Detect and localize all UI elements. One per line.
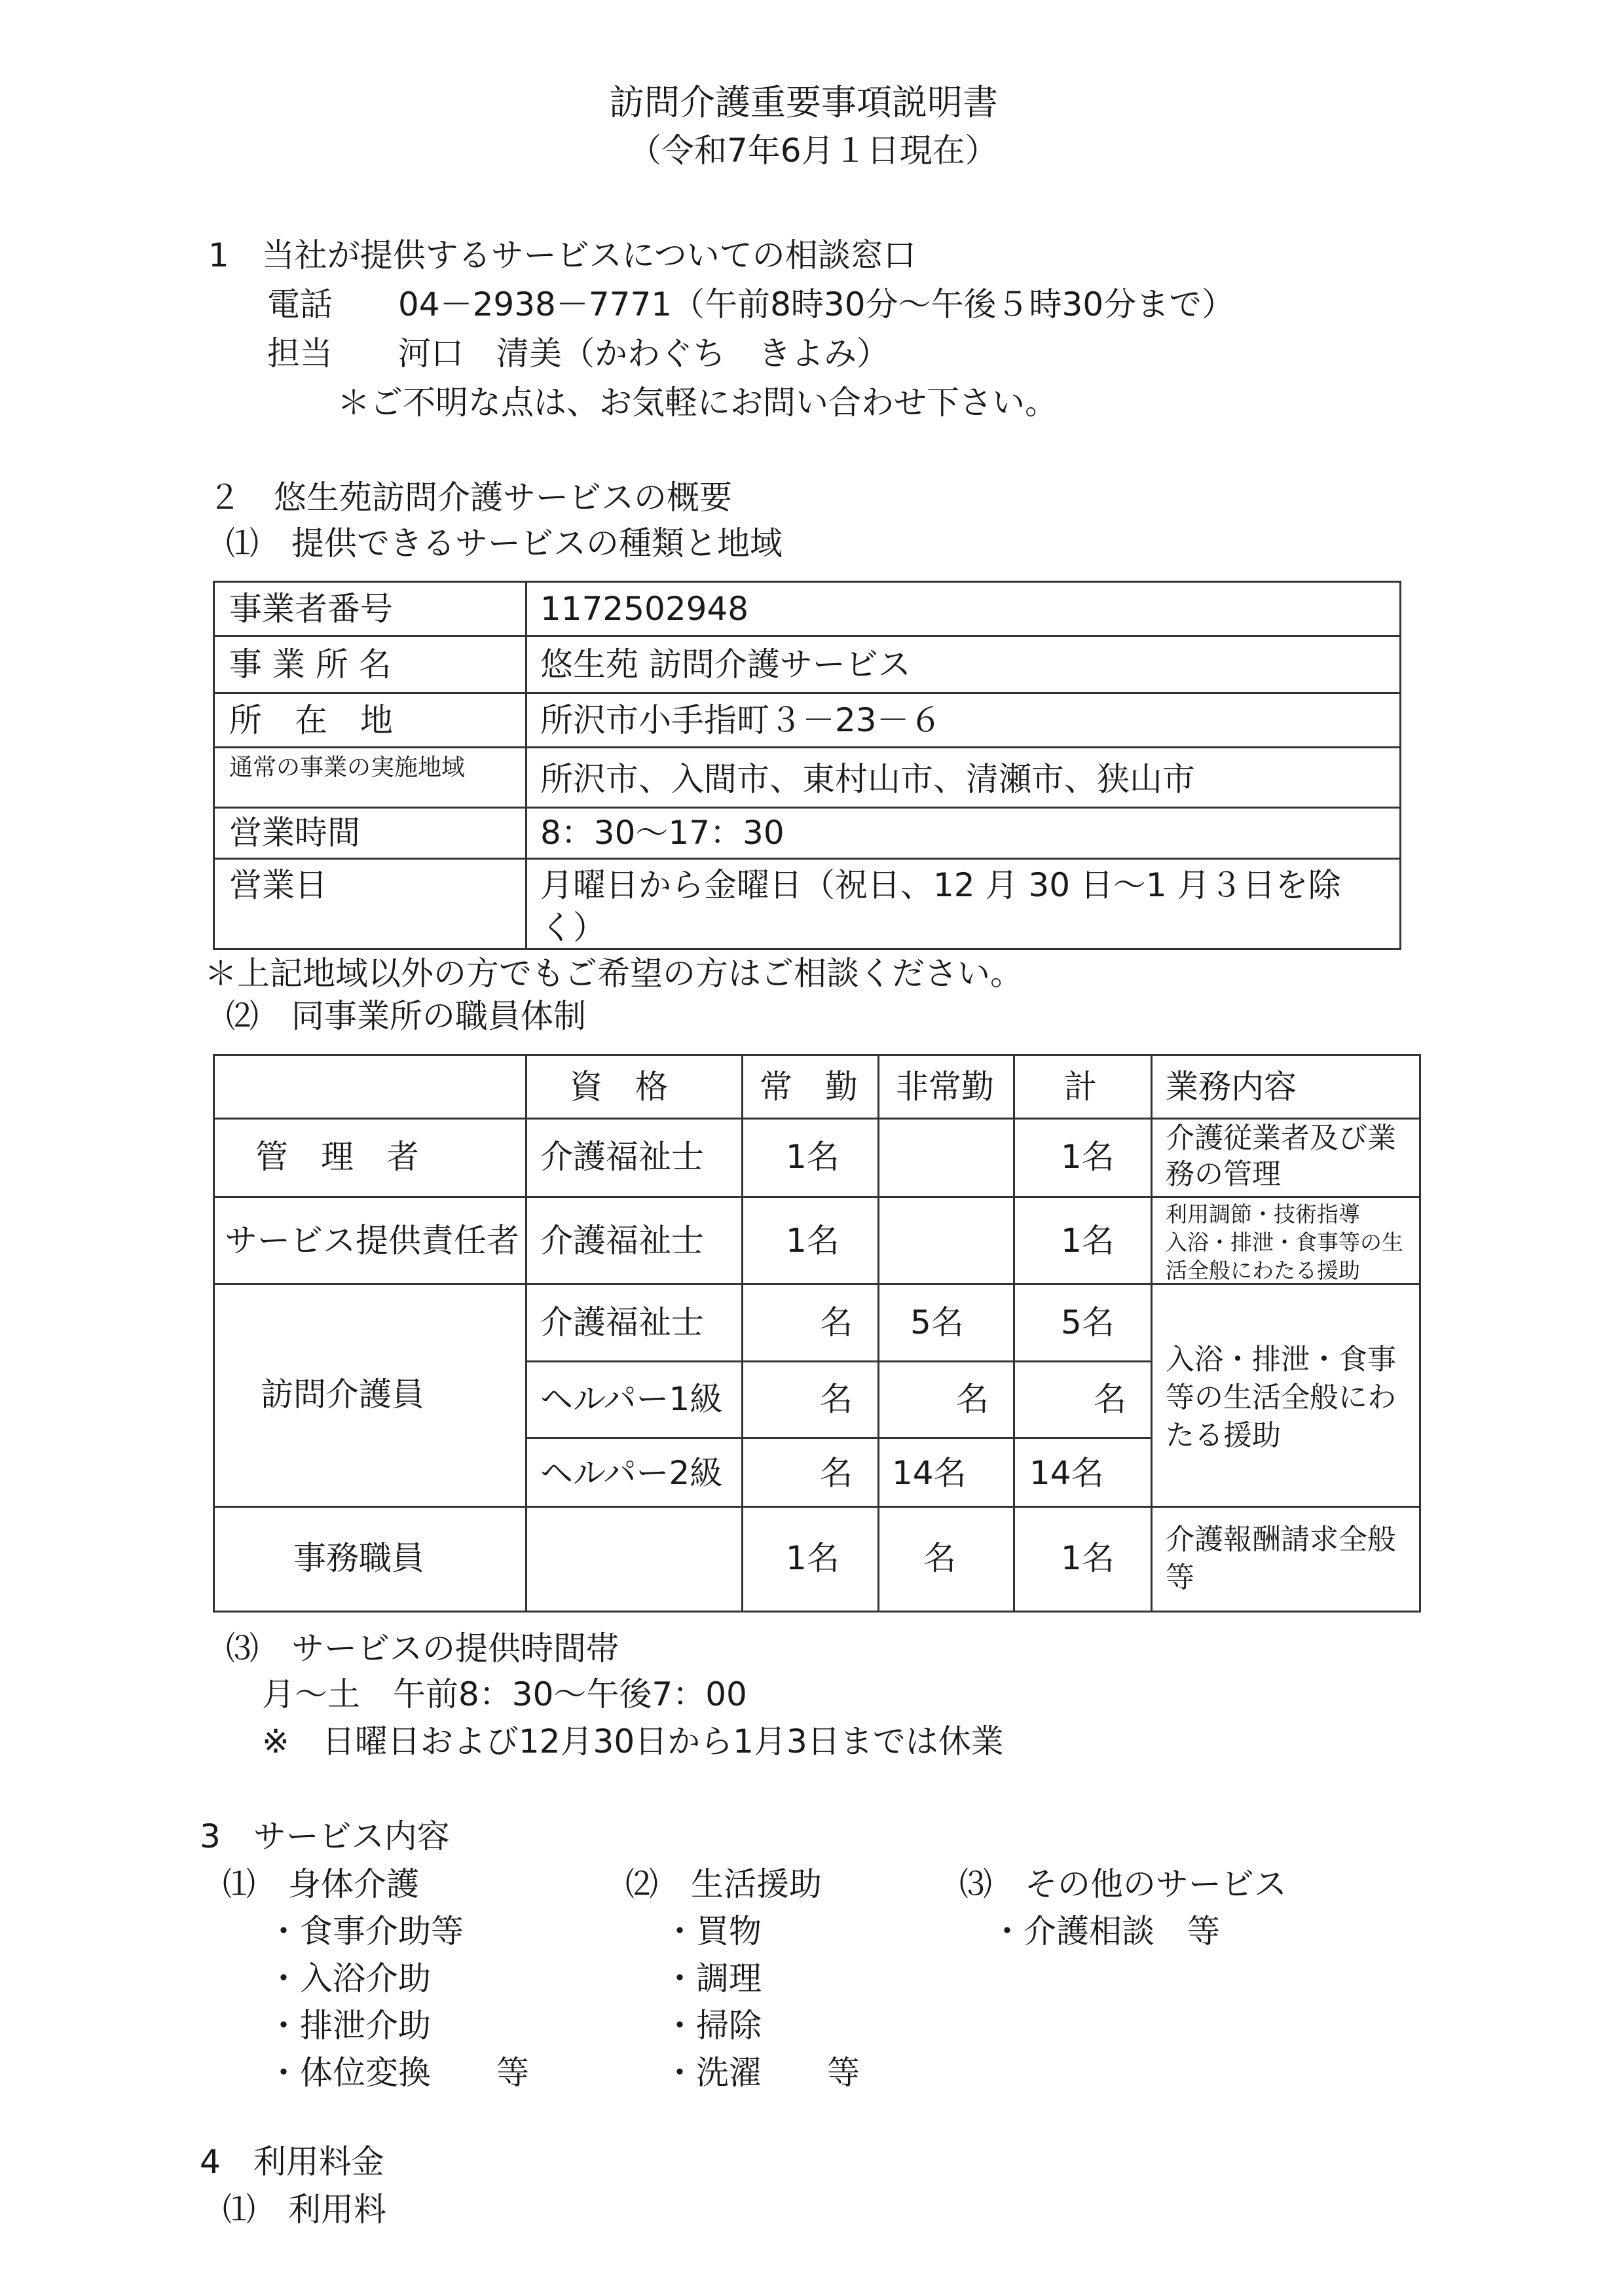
physical-care-title: ⑴ 身体介護: [223, 1865, 419, 1903]
manager-full-time: 1名: [786, 1138, 840, 1176]
header-total: 計: [1064, 1068, 1097, 1106]
daily-life-support-title: ⑵ 生活援助: [625, 1865, 822, 1903]
role-home-helper: 訪問介護員: [261, 1376, 424, 1413]
physical-care-item: ・体位変換 等: [267, 2054, 529, 2092]
contact-label: 担当: [267, 335, 333, 373]
label-service-area: 通常の事業の実施地域: [229, 754, 466, 781]
section4-heading: 4 利用料金: [200, 2143, 384, 2181]
date-note: （令和7年6月１日現在）: [629, 132, 998, 170]
physical-care-item: ・排泄介助: [267, 2007, 431, 2045]
service-lead-total: 1名: [1061, 1222, 1115, 1260]
helper-row2-total: 名: [1094, 1380, 1126, 1418]
label-address: 所 在 地: [229, 701, 393, 739]
manager-total: 1名: [1061, 1138, 1115, 1176]
section2-sub1: ⑴ 提供できるサービスの種類と地域: [226, 524, 783, 562]
other-services-title: ⑶ その他のサービス: [959, 1865, 1287, 1903]
label-business-days: 営業日: [229, 866, 327, 904]
section2-sub2: ⑵ 同事業所の職員体制: [226, 997, 586, 1035]
header-duties: 業務内容: [1166, 1068, 1297, 1106]
value-business-hours: 8：30～17：30: [540, 814, 784, 852]
daily-life-support-item: ・洗濯 等: [663, 2054, 860, 2092]
office-part-time: 名: [923, 1539, 956, 1577]
other-services-item: ・介護相談 等: [991, 1912, 1220, 1950]
phone-value: 04－2938－7771（午前8時30分～午後５時30分まで）: [398, 285, 1235, 323]
header-part-time: 非常勤: [896, 1068, 994, 1106]
closed-days: ※ 日曜日および12月30日から1月3日までは休業: [262, 1722, 1004, 1760]
service-lead-duty-line1: 利用調節・技術指導: [1166, 1201, 1360, 1227]
label-business-hours: 営業時間: [229, 814, 360, 852]
helper-row3-full-time: 名: [820, 1454, 853, 1492]
section3-heading: 3 サービス内容: [200, 1817, 450, 1855]
helper-row2-qualification: ヘルパー1級: [540, 1380, 723, 1418]
helper-row1-qualification: 介護福祉士: [540, 1303, 704, 1341]
helper-row2-full-time: 名: [820, 1380, 853, 1418]
header-qualification: 資 格: [570, 1068, 668, 1106]
page-title: 訪問介護重要事項説明書: [609, 82, 998, 123]
manager-duty-line1: 介護従業者及び業: [1166, 1121, 1396, 1155]
role-manager: 管 理 者: [255, 1138, 419, 1176]
table1-note: ＊上記地域以外の方でもご希望の方はご相談ください。: [204, 955, 1023, 993]
manager-qualification: 介護福祉士: [540, 1138, 704, 1176]
helper-row1-total: 5名: [1061, 1303, 1115, 1341]
helper-row3-qualification: ヘルパー2級: [540, 1454, 723, 1492]
label-office-name: 事 業 所 名: [229, 646, 392, 683]
office-full-time: 1名: [786, 1539, 840, 1577]
office-duty-line2: 等: [1166, 1561, 1194, 1594]
role-service-lead: サービス提供責任者: [225, 1222, 519, 1260]
value-business-number: 1172502948: [540, 590, 749, 628]
daily-life-support-item: ・買物: [663, 1912, 762, 1950]
helper-row1-full-time: 名: [820, 1303, 853, 1341]
service-lead-qualification: 介護福祉士: [540, 1222, 704, 1260]
service-lead-duty-line2: 入浴・排泄・食事等の生: [1166, 1230, 1403, 1255]
office-total: 1名: [1061, 1539, 1115, 1577]
value-address: 所沢市小手指町３－23－６: [540, 701, 942, 739]
value-business-days-cont: く）: [540, 909, 606, 947]
service-lead-full-time: 1名: [786, 1222, 840, 1260]
value-office-name: 悠生苑 訪問介護サービス: [540, 646, 911, 683]
physical-care-item: ・入浴介助: [267, 1959, 431, 1997]
label-business-number: 事業者番号: [229, 590, 393, 628]
header-full-time: 常 勤: [760, 1068, 858, 1106]
helper-duty-line1: 入浴・排泄・食事: [1166, 1343, 1396, 1376]
role-office-staff: 事務職員: [293, 1539, 424, 1577]
physical-care-item: ・食事介助等: [267, 1912, 464, 1950]
section1-heading: 1 当社が提供するサービスについての相談窓口: [208, 236, 916, 274]
contact-value: 河口 清美（かわぐち きよみ）: [398, 335, 889, 373]
section2-heading: ２ 悠生苑訪問介護サービスの概要: [208, 479, 732, 517]
section2-sub3: ⑶ サービスの提供時間帯: [226, 1630, 619, 1667]
helper-duty-line2: 等の生活全般にわ: [1166, 1381, 1396, 1414]
helper-row3-total: 14名: [1029, 1454, 1104, 1492]
daily-life-support-item: ・掃除: [663, 2007, 762, 2045]
helper-row1-part-time: 5名: [910, 1303, 964, 1341]
helper-row2-part-time: 名: [956, 1380, 989, 1418]
manager-duty-line2: 務の管理: [1166, 1157, 1281, 1191]
contact-note: ＊ご不明な点は、お気軽にお問い合わせ下さい。: [337, 384, 1058, 422]
service-hours: 月～土 午前8：30～午後7：00: [262, 1675, 747, 1713]
helper-duty-line3: たる援助: [1166, 1419, 1281, 1452]
daily-life-support-item: ・調理: [663, 1959, 762, 1997]
service-lead-duty-line3: 活全般にわたる援助: [1166, 1258, 1360, 1283]
value-business-days: 月曜日から金曜日（祝日、12 月 30 日～1 月３日を除: [540, 866, 1341, 904]
section4-sub1: ⑴ 利用料: [223, 2191, 386, 2229]
value-service-area: 所沢市、入間市、東村山市、清瀬市、狭山市: [540, 760, 1195, 798]
phone-label: 電話: [267, 285, 333, 323]
office-duty-line1: 介護報酬請求全般: [1166, 1523, 1396, 1556]
helper-row3-part-time: 14名: [892, 1454, 967, 1492]
